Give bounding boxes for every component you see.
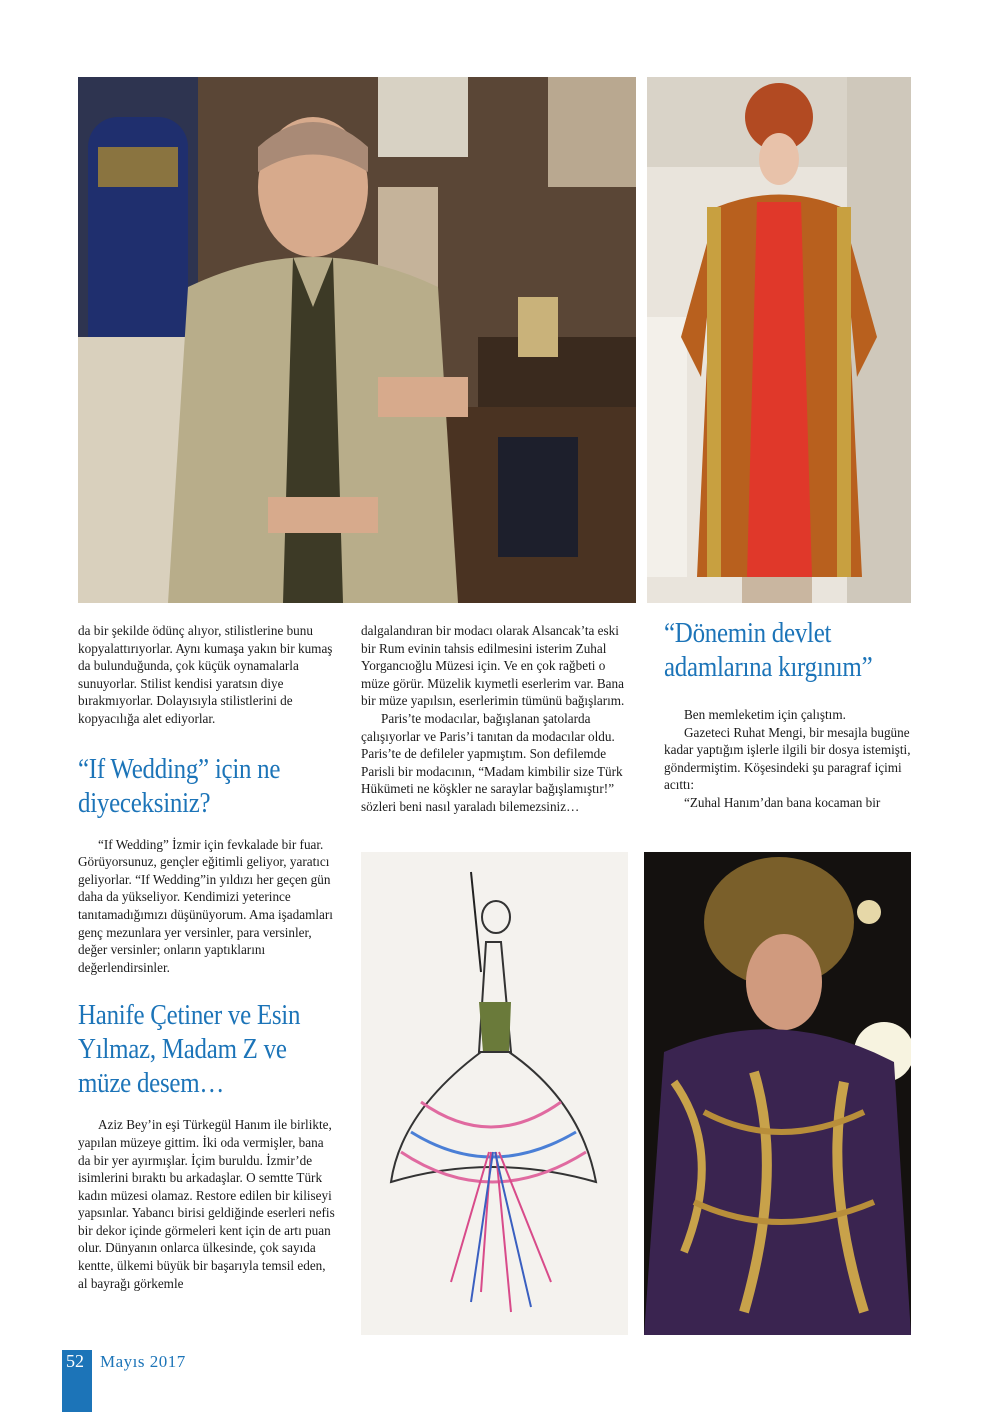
col1-paragraph-museum: Aziz Bey’in eşi Türkegül Hanım ile birlikte, yapılan müzeye gittim. İki oda vermişler, bana da bir yer ayırmışlar. İçim buruldu. İzmir’de isimlerini bıraktı bu arkadaşlar. O semtte Türk kadın müzesi olamaz. Restore edilen bir kiliseyi yapsınlar. Yabancı birisi geldiğinde eserleri nefis bir dekor içinde görmeleri kent için de artı puan olur. Dünyanın onlarca ülkesinde, çok sayıda kentte, ülkemi büyük bir başarıyla temsil eden, al bayrağı görkemle: [78, 1117, 335, 1291]
heading-donemin-devlet: “Dönemin devlet adamlarına kırgınım”: [664, 617, 873, 683]
col2-paragraph-1: dalgalandıran bir modacı olarak Alsancak’ta eski bir Rum evinin tahsis edilmesini isterim Zuhal Yorgancıoğlu Müzesi için. Ve en çok rağbeti o müze görür. Müzelik kıymetli eserlerim var. Bana bir müze yapılsın, eserlerimin tümünü bağışlarım.: [361, 623, 625, 709]
photo-purple-caftan: [644, 852, 911, 1335]
column-3: [664, 616, 912, 812]
col2-paragraph-2: Paris’te modacılar, bağışlanan şatolarda çalışıyorlar ve Paris’i tanıtan da modacılar oldu. Paris’te de defileler yapmıştım. Son defilemde Parisli bir modacının, “Madam kimbilir size Türk Hükümeti ne köşkler ne saraylar bağışlamıştır!” sözleri beni nasıl yaraladı bilemezsiniz…: [361, 710, 623, 814]
col3-paragraph-3: “Zuhal Hanım’dan bana kocaman bir: [684, 794, 881, 810]
photo-fashion-sketch: [361, 852, 628, 1335]
page-number: 52: [66, 1351, 84, 1371]
column-2: [361, 622, 628, 816]
col1-paragraph-if-wedding: “If Wedding” İzmir için fevkalade bir fuar. Görüyorsunuz, gençler eğitimli geliyor, yaratıcı geliyorlar. “If Wedding”in yıldızı her geçen gün daha da yükseliyor. Kendimizi yeterince tanıtamadığımızı düşünüyorum. Ama işadamları genç mezunlara yer versinler, para versinler, değer versinler; onların yaptıklarını değerlendirsinler.: [78, 836, 333, 975]
photo-orange-caftan: [647, 77, 911, 603]
issue-date: Mayıs 2017: [100, 1352, 186, 1371]
col3-paragraph-2: Gazeteci Ruhat Mengi, bir mesajla bugüne kadar yaptığım işlerle ilgili bir dosya istemişti, göndermiştim. Köşesindeki şu paragraf içimi acıttı:: [664, 724, 911, 793]
column-1: [78, 622, 338, 1292]
heading-if-wedding: “If Wedding” için ne diyeceksiniz?: [78, 752, 281, 819]
col3-paragraph-1: Ben memleketim için çalıştım.: [684, 707, 846, 722]
photo-designer-portrait: [78, 77, 636, 603]
col1-intro-paragraph: da bir şekilde ödünç alıyor, stilistlerine bunu kopyalattırıyorlar. Aynı kumaşa yakın bir kumaş da bulunduğunda, çok küçük oynamalarla sunuyorlar. Stilist kendisi yaratsın diye bırakmıyorlar. Dolayısıyla stilistlerini de kopyacılığa alet ediyorlar.: [78, 623, 333, 726]
heading-hanife-cetiner: Hanife Çetiner ve Esin Yılmaz, Madam Z ve müze desem…: [78, 999, 301, 1100]
